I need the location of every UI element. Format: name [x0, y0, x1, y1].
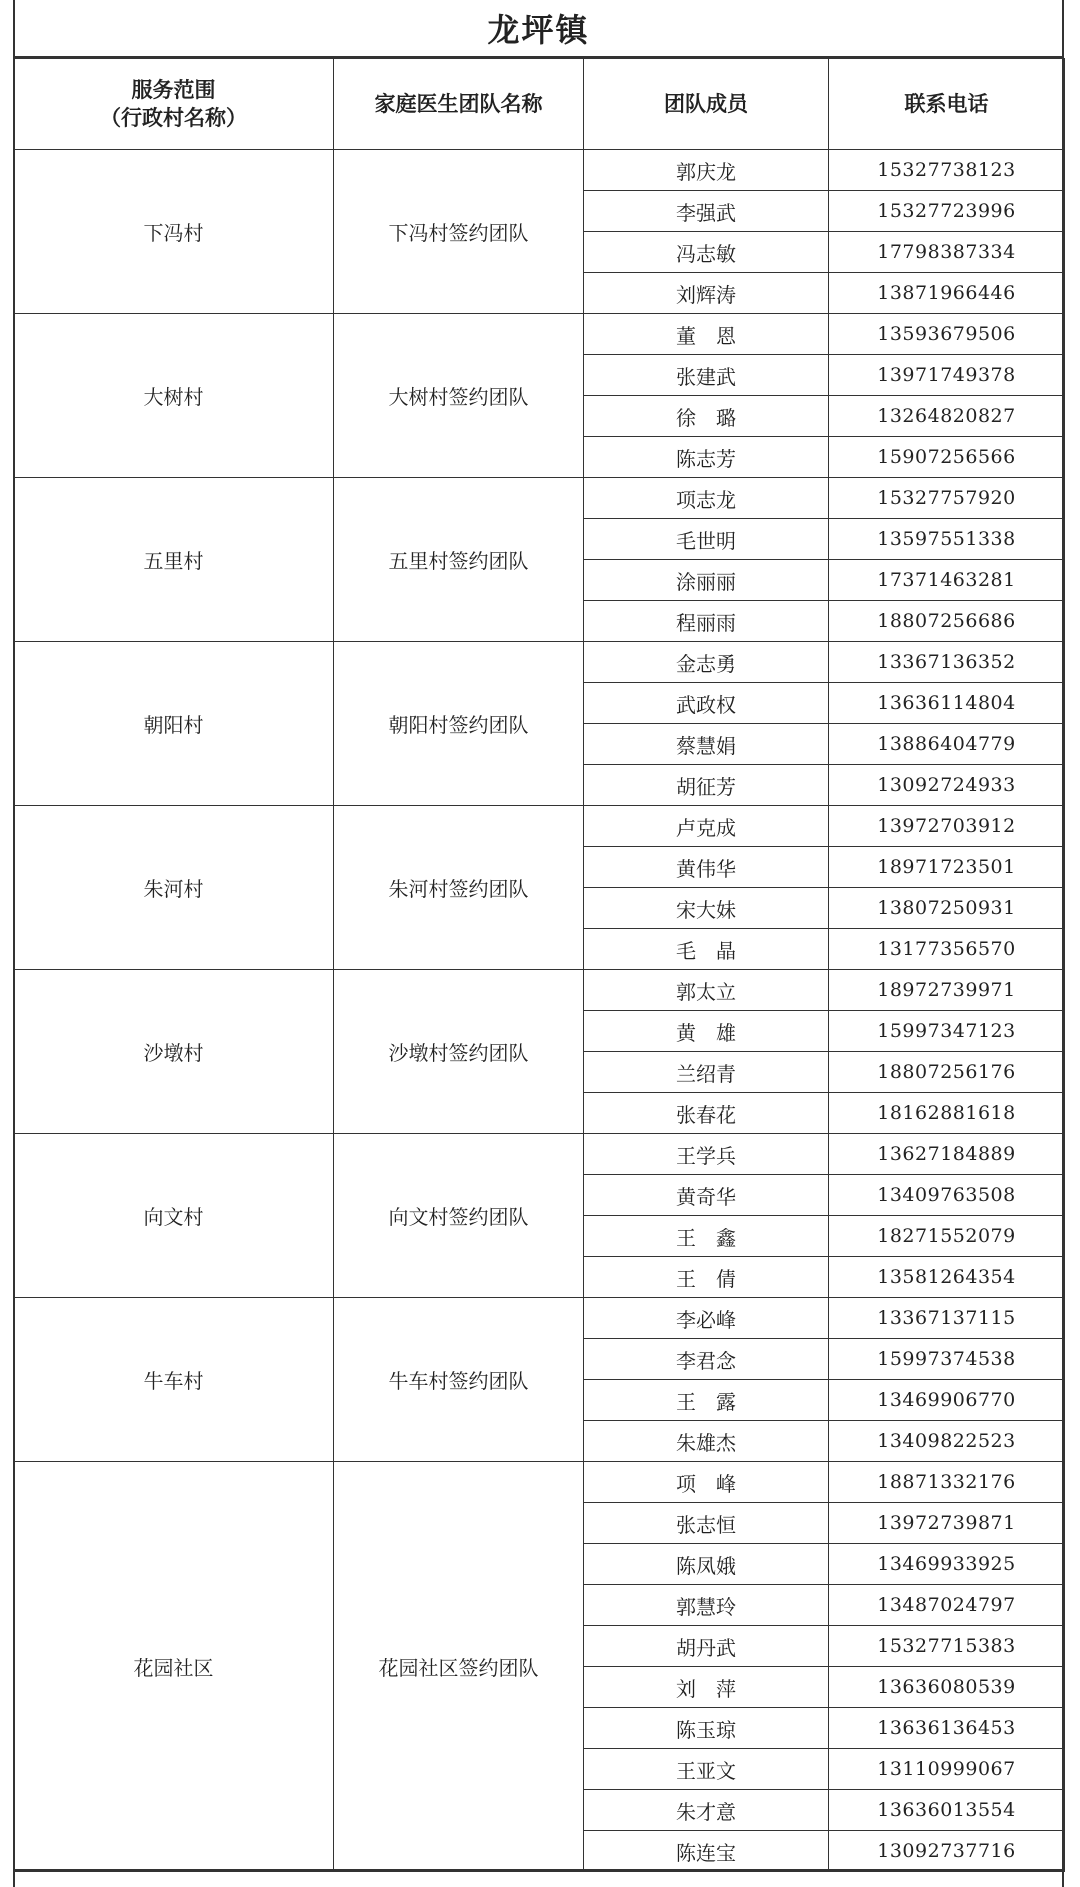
member-name-cell: 王 露 — [584, 1380, 829, 1421]
member-name-cell: 王学兵 — [584, 1134, 829, 1175]
member-name-cell: 王 倩 — [584, 1257, 829, 1298]
member-phone-cell: 13636080539 — [829, 1667, 1065, 1708]
team-name-cell: 下冯村签约团队 — [334, 150, 584, 314]
member-name-cell: 王 鑫 — [584, 1216, 829, 1257]
member-name-cell: 金志勇 — [584, 642, 829, 683]
member-phone-cell: 17371463281 — [829, 560, 1065, 601]
team-name-cell: 花园社区签约团队 — [334, 1462, 584, 1872]
member-phone-cell: 13627184889 — [829, 1134, 1065, 1175]
member-phone-cell: 13469906770 — [829, 1380, 1065, 1421]
table-row — [14, 806, 1065, 847]
member-phone-cell: 18871332176 — [829, 1462, 1065, 1503]
member-phone-cell: 13886404779 — [829, 724, 1065, 765]
member-name-cell: 董 恩 — [584, 314, 829, 355]
table-body — [14, 150, 1065, 1872]
member-phone-cell: 13636136453 — [829, 1708, 1065, 1749]
member-name-cell: 黄 雄 — [584, 1011, 829, 1052]
village-name-cell: 向文村 — [14, 1134, 334, 1298]
member-phone-cell: 15997374538 — [829, 1339, 1065, 1380]
table-row — [14, 150, 1065, 191]
member-name-cell: 李必峰 — [584, 1298, 829, 1339]
member-name-cell: 张志恒 — [584, 1503, 829, 1544]
member-name-cell: 郭慧玲 — [584, 1585, 829, 1626]
village-name-cell: 花园社区 — [14, 1462, 334, 1872]
table-row — [14, 970, 1065, 1011]
member-name-cell: 项 峰 — [584, 1462, 829, 1503]
member-name-cell: 蔡慧娟 — [584, 724, 829, 765]
page-title: 龙坪镇 — [15, 0, 1062, 58]
member-phone-cell: 13092737716 — [829, 1831, 1065, 1872]
member-phone-cell: 13971749378 — [829, 355, 1065, 396]
document-sheet — [13, 0, 1064, 1887]
member-name-cell: 涂丽丽 — [584, 560, 829, 601]
member-phone-cell: 13593679506 — [829, 314, 1065, 355]
table-row — [14, 478, 1065, 519]
member-name-cell: 李君念 — [584, 1339, 829, 1380]
member-name-cell: 郭太立 — [584, 970, 829, 1011]
member-name-cell: 徐 璐 — [584, 396, 829, 437]
member-phone-cell: 18162881618 — [829, 1093, 1065, 1134]
member-name-cell: 武政权 — [584, 683, 829, 724]
member-name-cell: 毛 晶 — [584, 929, 829, 970]
member-name-cell: 陈凤娥 — [584, 1544, 829, 1585]
member-phone-cell: 13636013554 — [829, 1790, 1065, 1831]
team-name-cell: 大树村签约团队 — [334, 314, 584, 478]
table-row — [14, 1134, 1065, 1175]
member-phone-cell: 13487024797 — [829, 1585, 1065, 1626]
member-name-cell: 郭庆龙 — [584, 150, 829, 191]
member-name-cell: 朱才意 — [584, 1790, 829, 1831]
team-name-cell: 朱河村签约团队 — [334, 806, 584, 970]
member-name-cell: 张建武 — [584, 355, 829, 396]
member-phone-cell: 13581264354 — [829, 1257, 1065, 1298]
member-phone-cell: 13092724933 — [829, 765, 1065, 806]
member-name-cell: 王亚文 — [584, 1749, 829, 1790]
member-name-cell: 黄伟华 — [584, 847, 829, 888]
table-row — [14, 642, 1065, 683]
bottom-divider — [15, 1869, 1062, 1871]
village-name-cell: 大树村 — [14, 314, 334, 478]
member-phone-cell: 15997347123 — [829, 1011, 1065, 1052]
member-phone-cell: 13409763508 — [829, 1175, 1065, 1216]
member-phone-cell: 13597551338 — [829, 519, 1065, 560]
member-phone-cell: 13367136352 — [829, 642, 1065, 683]
member-phone-cell: 13871966446 — [829, 273, 1065, 314]
member-name-cell: 项志龙 — [584, 478, 829, 519]
member-name-cell: 宋大妹 — [584, 888, 829, 929]
village-name-cell: 牛车村 — [14, 1298, 334, 1462]
member-name-cell: 胡征芳 — [584, 765, 829, 806]
village-name-cell: 沙墩村 — [14, 970, 334, 1134]
team-name-cell: 牛车村签约团队 — [334, 1298, 584, 1462]
member-name-cell: 刘 萍 — [584, 1667, 829, 1708]
member-phone-cell: 15327723996 — [829, 191, 1065, 232]
member-name-cell: 胡丹武 — [584, 1626, 829, 1667]
member-name-cell: 李强武 — [584, 191, 829, 232]
member-name-cell: 刘辉涛 — [584, 273, 829, 314]
member-name-cell: 张春花 — [584, 1093, 829, 1134]
header-scope-line1: 服务范围 — [131, 77, 216, 102]
header-scope-line2: （行政村名称） — [100, 105, 247, 130]
member-name-cell: 黄奇华 — [584, 1175, 829, 1216]
village-name-cell: 下冯村 — [14, 150, 334, 314]
member-phone-cell: 13177356570 — [829, 929, 1065, 970]
member-name-cell: 朱雄杰 — [584, 1421, 829, 1462]
member-name-cell: 卢克成 — [584, 806, 829, 847]
member-phone-cell: 17798387334 — [829, 232, 1065, 273]
header-team-members: 团队成员 — [584, 59, 829, 150]
member-name-cell: 冯志敏 — [584, 232, 829, 273]
village-name-cell: 五里村 — [14, 478, 334, 642]
member-phone-cell: 13807250931 — [829, 888, 1065, 929]
member-phone-cell: 15907256566 — [829, 437, 1065, 478]
doctor-team-table — [13, 58, 1065, 1872]
header-service-scope — [14, 59, 334, 150]
member-phone-cell: 13972739871 — [829, 1503, 1065, 1544]
member-phone-cell: 18807256176 — [829, 1052, 1065, 1093]
member-phone-cell: 15327738123 — [829, 150, 1065, 191]
member-name-cell: 陈志芳 — [584, 437, 829, 478]
header-team-name: 家庭医生团队名称 — [334, 59, 584, 150]
member-phone-cell: 13367137115 — [829, 1298, 1065, 1339]
table-row — [14, 314, 1065, 355]
member-name-cell: 兰绍青 — [584, 1052, 829, 1093]
table-row — [14, 1298, 1065, 1339]
member-name-cell: 程丽雨 — [584, 601, 829, 642]
member-phone-cell: 18972739971 — [829, 970, 1065, 1011]
member-phone-cell: 18807256686 — [829, 601, 1065, 642]
village-name-cell: 朱河村 — [14, 806, 334, 970]
member-phone-cell: 13972703912 — [829, 806, 1065, 847]
member-phone-cell: 18271552079 — [829, 1216, 1065, 1257]
header-phone: 联系电话 — [829, 59, 1065, 150]
member-phone-cell: 13110999067 — [829, 1749, 1065, 1790]
member-phone-cell: 18971723501 — [829, 847, 1065, 888]
member-name-cell: 陈连宝 — [584, 1831, 829, 1872]
table-row — [14, 1462, 1065, 1503]
member-phone-cell: 13409822523 — [829, 1421, 1065, 1462]
member-phone-cell: 15327715383 — [829, 1626, 1065, 1667]
member-phone-cell: 13264820827 — [829, 396, 1065, 437]
village-name-cell: 朝阳村 — [14, 642, 334, 806]
member-phone-cell: 13636114804 — [829, 683, 1065, 724]
team-name-cell: 沙墩村签约团队 — [334, 970, 584, 1134]
team-name-cell: 五里村签约团队 — [334, 478, 584, 642]
member-phone-cell: 13469933925 — [829, 1544, 1065, 1585]
member-phone-cell: 15327757920 — [829, 478, 1065, 519]
team-name-cell: 朝阳村签约团队 — [334, 642, 584, 806]
team-name-cell: 向文村签约团队 — [334, 1134, 584, 1298]
member-name-cell: 陈玉琼 — [584, 1708, 829, 1749]
member-name-cell: 毛世明 — [584, 519, 829, 560]
table-header-row — [14, 59, 1065, 150]
